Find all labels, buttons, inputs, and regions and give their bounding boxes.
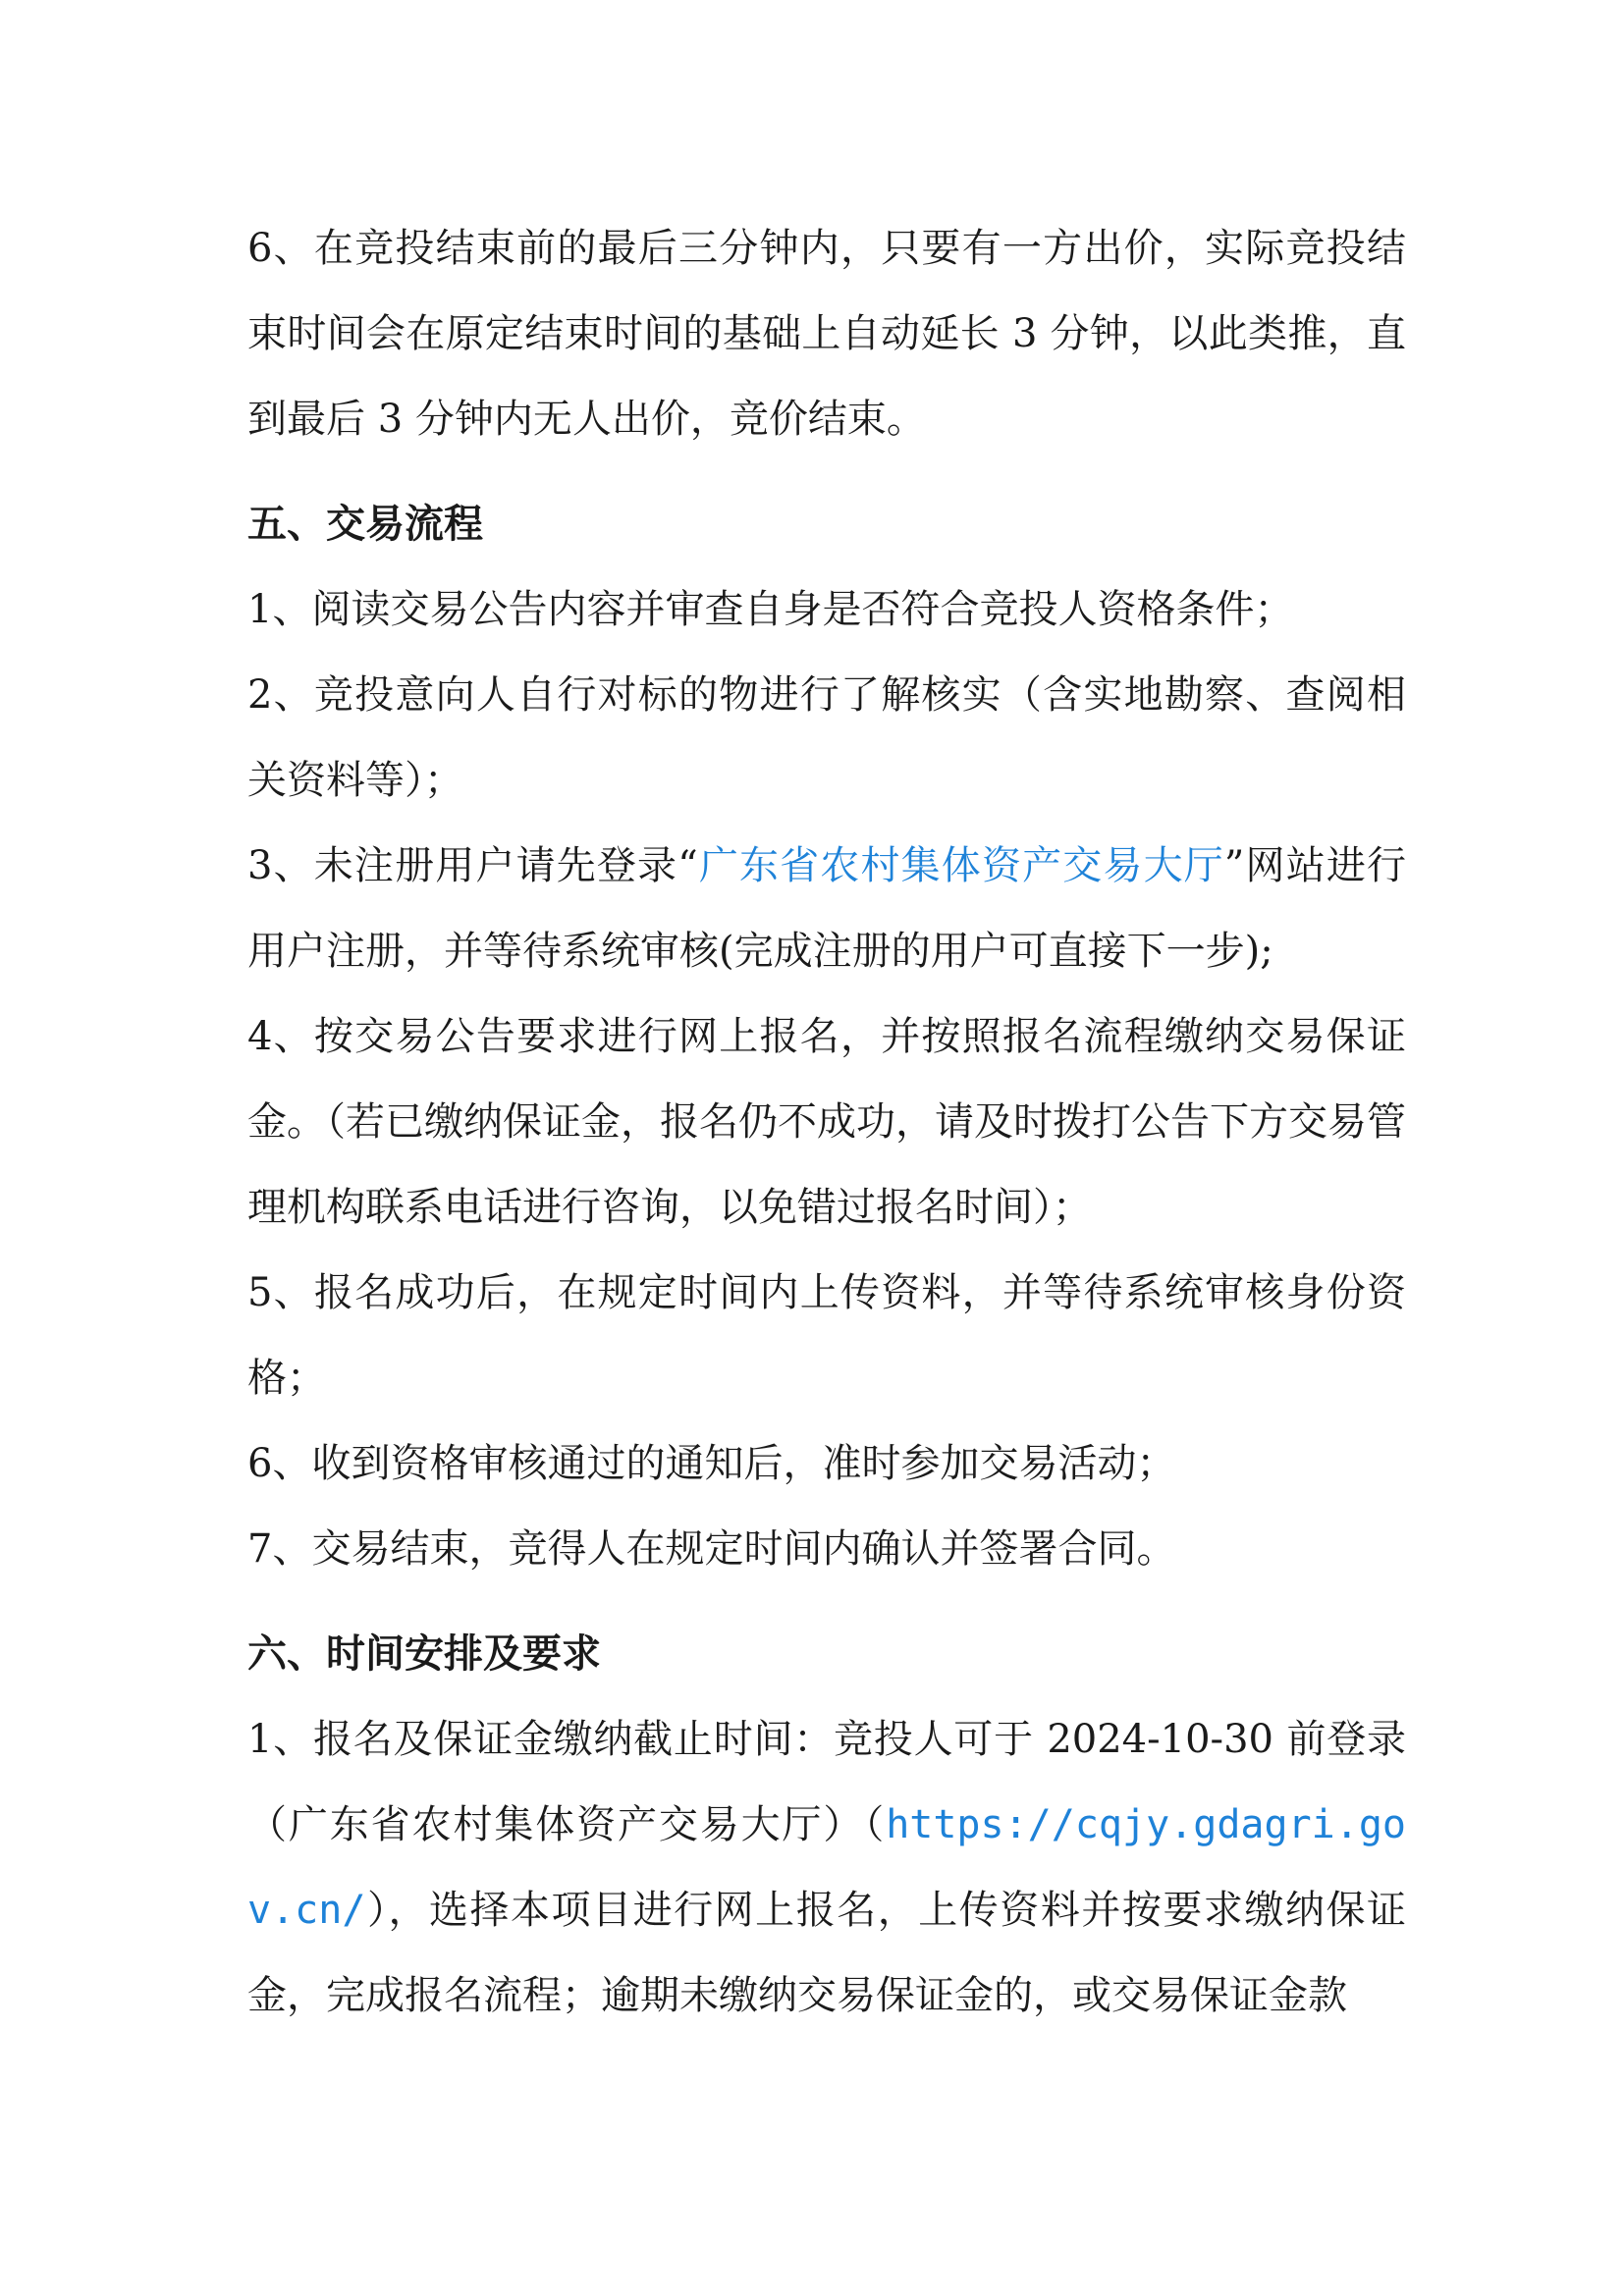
section5-heading: 五、交易流程 <box>247 502 483 547</box>
section5-item4: 4、按交易公告要求进行网上报名，并按照报名流程缴纳交易保证金。（若已缴纳保证金，报名仍不成功，请及时拨打公告下方交易管理机构联系电话进行咨询，以免错过报名时间）； <box>247 1014 1406 1230</box>
section6-item1-prefix: 1、报名及保证金缴纳截止时间：竞投人可于 2024-10-30 前登录（广东省农村集体资产交易大厅）（ <box>247 1717 1406 1847</box>
trading-hall-url-link[interactable]: https://cqjy.gdagri.gov.cn/ <box>247 1802 1406 1933</box>
section5-item6: 6、收到资格审核通过的通知后，准时参加交易活动； <box>247 1441 1176 1486</box>
section6-heading: 六、时间安排及要求 <box>247 1631 601 1677</box>
section6-item1-suffix: ），选择本项目进行网上报名，上传资料并按要求缴纳保证金，完成报名流程；逾期未缴纳交易保证金的，或交易保证金款 <box>247 1888 1406 2018</box>
section5-item7: 7、交易结束，竞得人在规定时间内确认并签署合同。 <box>247 1526 1176 1572</box>
section5-item3-prefix: 3、未注册用户请先登录“ <box>247 843 698 888</box>
section6-item1 <box>247 1697 1406 2039</box>
section5-item1: 1、阅读交易公告内容并审查自身是否符合竞投人资格条件； <box>247 587 1294 632</box>
section5-item5: 5、报名成功后，在规定时间内上传资料，并等待系统审核身份资格； <box>247 1270 1406 1401</box>
section5-item3 <box>247 824 1406 994</box>
section4-item6: 6、在竞投结束前的最后三分钟内，只要有一方出价，实际竞投结束时间会在原定结束时间的基础上自动延长 3 分钟，以此类推，直到最后 3 分钟内无人出价，竞价结束。 <box>247 226 1406 442</box>
trading-hall-link[interactable]: 广东省农村集体资产交易大厅 <box>697 843 1224 888</box>
section5-item3-suffix: ”网站进行用户注册，并等待系统审核(完成注册的用户可直接下一步); <box>247 843 1407 974</box>
section5-item2: 2、竞投意向人自行对标的物进行了解核实（含实地勘察、查阅相关资料等）； <box>247 672 1406 803</box>
document-page <box>247 206 1406 2039</box>
